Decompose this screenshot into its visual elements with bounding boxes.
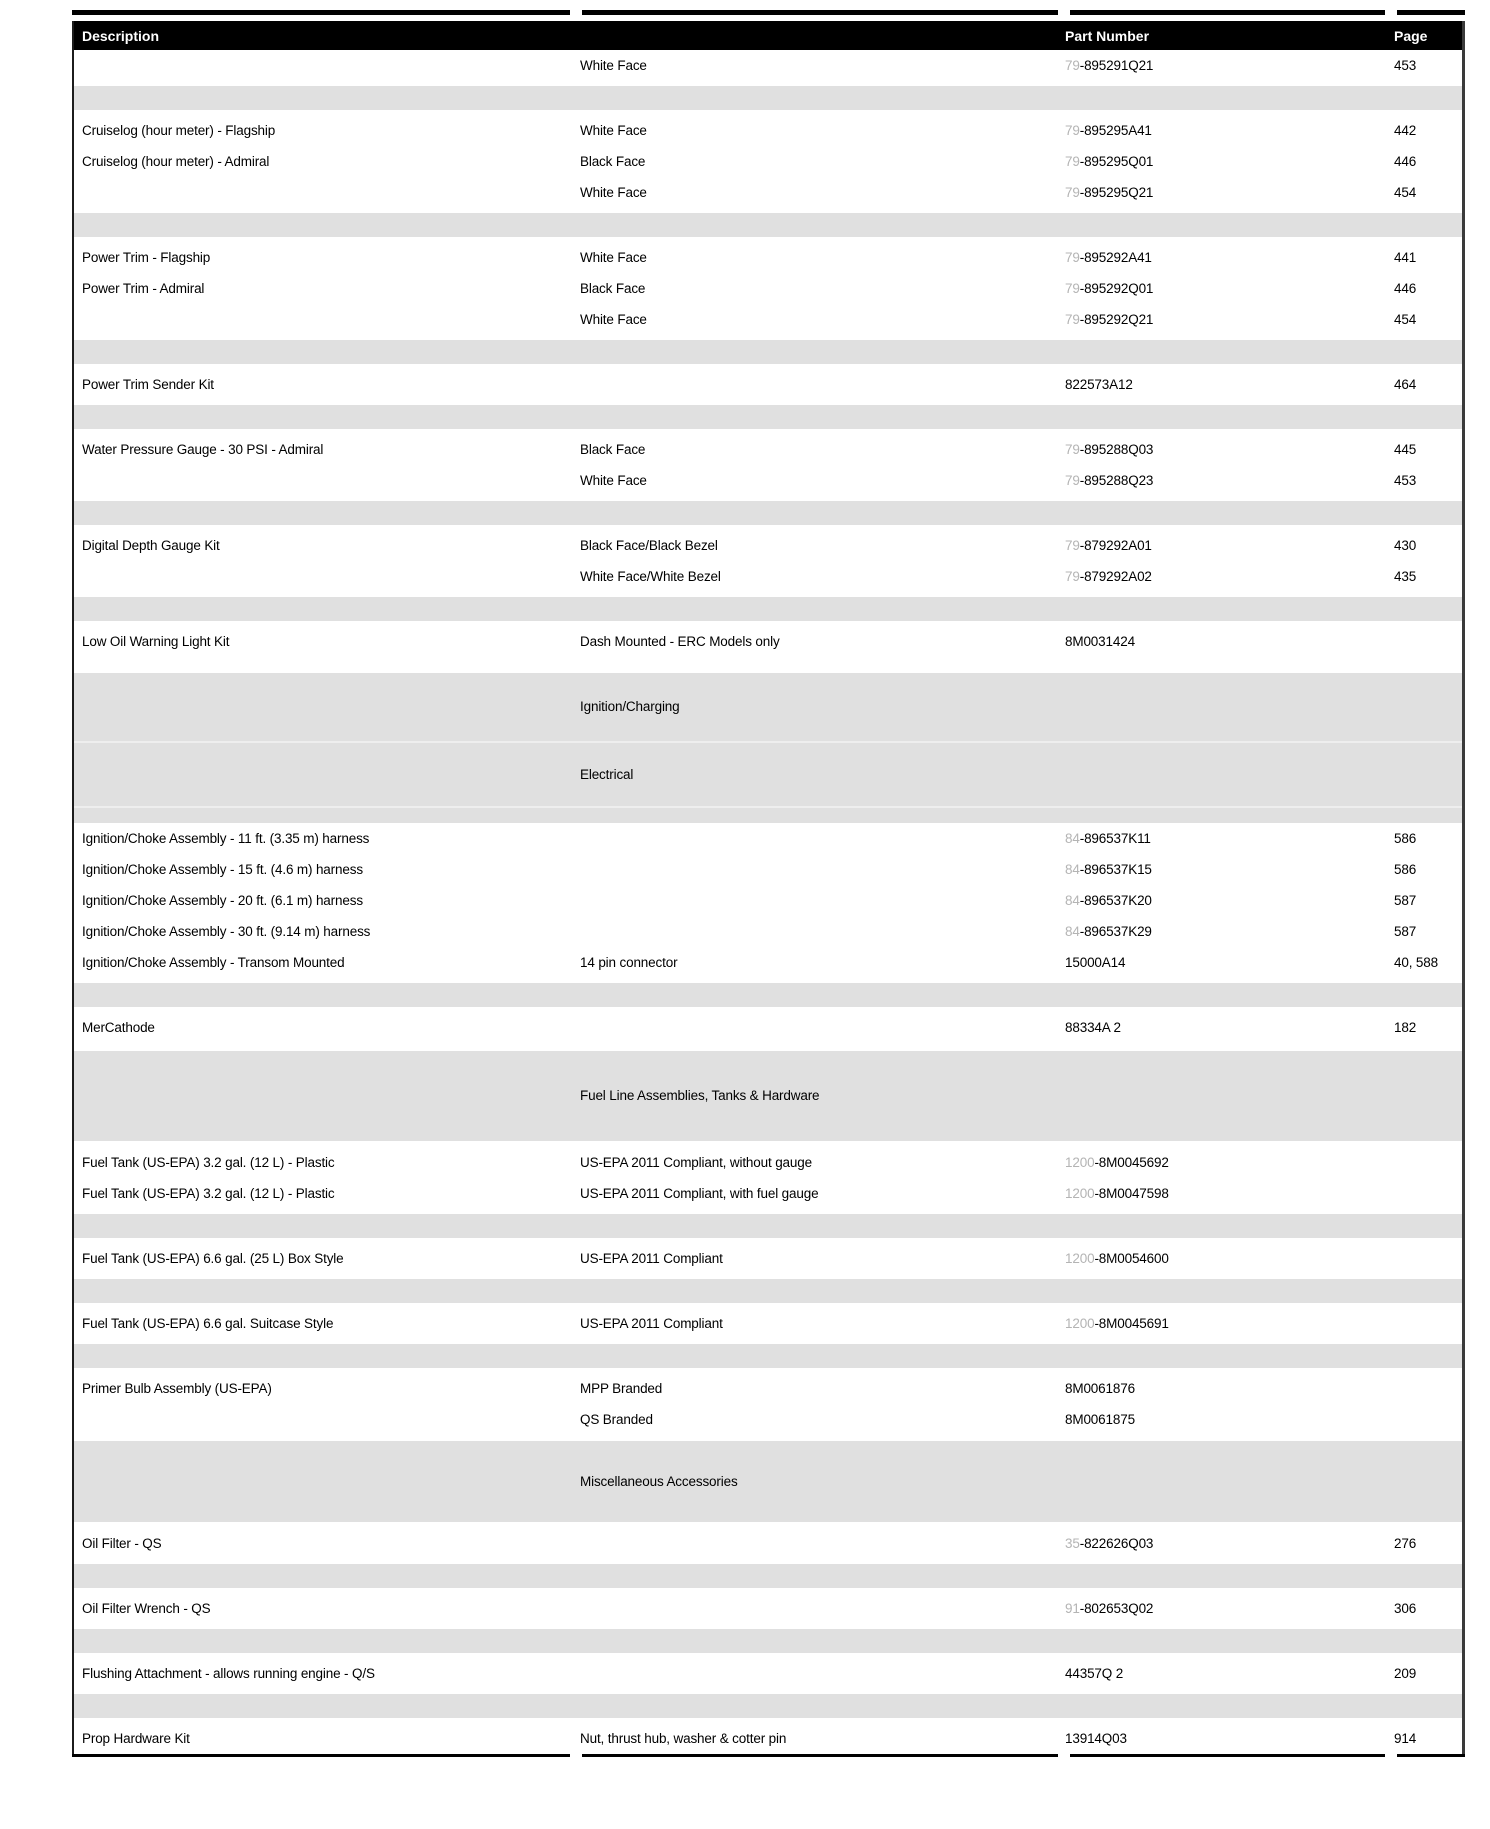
parts-catalog-table (72, 21, 1465, 1754)
description-cell: Water Pressure Gauge - 30 PSI - Admiral (82, 441, 324, 457)
table-row (74, 626, 1462, 657)
part-number-cell (1060, 570, 1387, 584)
part-number-cell (1060, 925, 1387, 939)
part-number-cell (1060, 1602, 1387, 1616)
description-cell: Ignition/Choke Assembly - Transom Mounted (82, 954, 345, 970)
page-cell: 586 (1394, 861, 1417, 877)
description-cell: Fuel Tank (US-EPA) 6.6 gal. (25 L) Box Style (82, 1250, 344, 1266)
variant-cell: Black Face (580, 153, 646, 169)
part-number-value: 44357Q 2 (1065, 1665, 1124, 1681)
description-cell: Prop Hardware Kit (82, 1730, 190, 1746)
part-number-prefix: 79 (1065, 472, 1080, 488)
description-cell: Fuel Tank (US-EPA) 3.2 gal. (12 L) - Plastic (82, 1154, 335, 1170)
parts-table-body (74, 50, 1462, 1754)
part-number-prefix: 79 (1065, 249, 1080, 265)
variant-cell: White Face (580, 57, 647, 73)
table-row (74, 1012, 1462, 1043)
description-cell: Ignition/Choke Assembly - 15 ft. (4.6 m) harness (82, 861, 363, 877)
section-title: Fuel Line Assemblies, Tanks & Hardware (580, 1088, 820, 1104)
table-row (74, 1243, 1462, 1274)
table-row (74, 1308, 1462, 1339)
part-number-cell (1060, 1021, 1387, 1035)
table-row (74, 273, 1462, 304)
part-number-prefix: 84 (1065, 892, 1080, 908)
part-number-value: 13914Q03 (1065, 1730, 1127, 1746)
page-cell: 454 (1394, 311, 1417, 327)
description-cell: Oil Filter - QS (82, 1535, 162, 1551)
page-cell: 40, 588 (1394, 954, 1438, 970)
page-cell: 276 (1394, 1535, 1417, 1551)
part-number-value: -822626Q03 (1079, 1535, 1154, 1551)
section-header-row (74, 1043, 1462, 1147)
spacer-row (74, 1689, 1462, 1723)
part-number-cell (1060, 1187, 1387, 1201)
section-header-row (74, 1435, 1462, 1528)
part-number-value: -895295Q01 (1079, 153, 1154, 169)
page-cell: 454 (1394, 184, 1417, 200)
table-row (74, 1373, 1462, 1404)
description-cell: Ignition/Choke Assembly - 20 ft. (6.1 m) harness (82, 892, 363, 908)
part-number-cell (1060, 894, 1387, 908)
part-number-cell (1060, 1537, 1387, 1551)
variant-cell: White Face (580, 311, 647, 327)
part-number-value: -896537K20 (1079, 892, 1152, 908)
variant-cell: MPP Branded (580, 1380, 663, 1396)
description-cell: Cruiselog (hour meter) - Flagship (82, 122, 276, 138)
part-number-cell (1060, 1732, 1387, 1746)
part-number-prefix: 84 (1065, 923, 1080, 939)
table-row (74, 530, 1462, 561)
page-cell: 430 (1394, 537, 1417, 553)
variant-cell: US-EPA 2011 Compliant (580, 1315, 723, 1331)
parts-catalog-sheet (72, 10, 1465, 1757)
spacer-row (74, 208, 1462, 242)
part-number-value: 15000A14 (1065, 954, 1126, 970)
table-row (74, 823, 1462, 854)
part-number-cell (1060, 124, 1387, 138)
variant-cell: White Face (580, 122, 647, 138)
header-part-number: Part Number (1065, 27, 1150, 44)
part-number-prefix: 79 (1065, 184, 1080, 200)
page-cell: 441 (1394, 249, 1417, 265)
variant-cell: Black Face (580, 280, 646, 296)
part-number-cell (1060, 378, 1387, 392)
part-number-prefix: 84 (1065, 861, 1080, 877)
part-number-cell (1060, 863, 1387, 877)
spacer-row (74, 1624, 1462, 1658)
part-number-value: 88334A 2 (1065, 1019, 1121, 1035)
description-cell: Cruiselog (hour meter) - Admiral (82, 153, 270, 169)
page-cell: 446 (1394, 153, 1417, 169)
table-row (74, 1593, 1462, 1624)
description-cell: Oil Filter Wrench - QS (82, 1600, 211, 1616)
description-cell: Ignition/Choke Assembly - 11 ft. (3.35 m) harness (82, 830, 370, 846)
part-number-cell (1060, 186, 1387, 200)
part-number-value: -895291Q21 (1079, 57, 1154, 73)
part-number-prefix: 79 (1065, 441, 1080, 457)
variant-cell: US-EPA 2011 Compliant, with fuel gauge (580, 1185, 819, 1201)
description-cell: Power Trim - Admiral (82, 280, 205, 296)
part-number-prefix: 84 (1065, 830, 1080, 846)
description-cell: Power Trim - Flagship (82, 249, 211, 265)
part-number-cell (1060, 832, 1387, 846)
table-row (74, 369, 1462, 400)
part-number-cell (1060, 1667, 1387, 1681)
part-number-value: 8M0061876 (1065, 1380, 1135, 1396)
part-number-value: -895295A41 (1079, 122, 1152, 138)
page-cell: 586 (1394, 830, 1417, 846)
spacer-row (74, 1274, 1462, 1308)
page-cell: 587 (1394, 892, 1417, 908)
part-number-cell (1060, 155, 1387, 169)
part-number-cell (1060, 635, 1387, 649)
page-cell: 306 (1394, 1600, 1417, 1616)
table-row (74, 465, 1462, 496)
table-row (74, 1404, 1462, 1435)
page-cell: 446 (1394, 280, 1417, 296)
part-number-value: -896537K29 (1079, 923, 1152, 939)
variant-cell: White Face (580, 249, 647, 265)
page-cell: 587 (1394, 923, 1417, 939)
part-number-value: -895288Q03 (1079, 441, 1154, 457)
part-number-prefix: 1200 (1065, 1315, 1095, 1331)
part-number-prefix: 79 (1065, 311, 1080, 327)
part-number-value: -879292A02 (1079, 568, 1152, 584)
table-row (74, 177, 1462, 208)
section-header-row (74, 657, 1462, 741)
header-description: Description (82, 27, 160, 44)
table-header-row (74, 21, 1462, 50)
part-number-value: -879292A01 (1079, 537, 1152, 553)
table-row (74, 854, 1462, 885)
part-number-cell (1060, 474, 1387, 488)
spacer-row (74, 1209, 1462, 1243)
part-number-value: -802653Q02 (1079, 1600, 1154, 1616)
description-cell: Low Oil Warning Light Kit (82, 633, 230, 649)
part-number-prefix: 79 (1065, 57, 1080, 73)
table-row (74, 115, 1462, 146)
spacer-row (74, 400, 1462, 434)
table-row (74, 434, 1462, 465)
table-row (74, 1147, 1462, 1178)
part-number-cell (1060, 59, 1387, 73)
header-page: Page (1394, 27, 1428, 44)
table-row (74, 1658, 1462, 1689)
page-cell: 435 (1394, 568, 1417, 584)
part-number-value: -896537K15 (1079, 861, 1152, 877)
description-cell: Fuel Tank (US-EPA) 6.6 gal. Suitcase Style (82, 1315, 334, 1331)
variant-cell: US-EPA 2011 Compliant (580, 1250, 723, 1266)
spacer-row (74, 978, 1462, 1012)
variant-cell: White Face (580, 472, 647, 488)
table-row (74, 1178, 1462, 1209)
part-number-value: 8M0031424 (1065, 633, 1135, 649)
part-number-cell (1060, 1156, 1387, 1170)
part-number-value: -895292Q01 (1079, 280, 1154, 296)
table-row (74, 242, 1462, 273)
variant-cell: White Face (580, 184, 647, 200)
page-cell: 445 (1394, 441, 1417, 457)
part-number-cell (1060, 282, 1387, 296)
description-cell: Flushing Attachment - allows running engine - Q/S (82, 1665, 375, 1681)
table-bottom-border (72, 1754, 1465, 1757)
section-title: Miscellaneous Accessories (580, 1473, 738, 1489)
part-number-value: -895292A41 (1079, 249, 1152, 265)
variant-cell: QS Branded (580, 1411, 653, 1427)
page-cell: 182 (1394, 1019, 1417, 1035)
part-number-prefix: 1200 (1065, 1185, 1095, 1201)
part-number-value: -8M0045691 (1094, 1315, 1169, 1331)
table-row (74, 885, 1462, 916)
spacer-row (74, 335, 1462, 369)
page-cell: 453 (1394, 57, 1417, 73)
table-row (74, 561, 1462, 592)
spacer-row (74, 592, 1462, 626)
part-number-prefix: 79 (1065, 537, 1080, 553)
page-cell: 914 (1394, 1730, 1417, 1746)
part-number-prefix: 1200 (1065, 1250, 1095, 1266)
part-number-value: -895295Q21 (1079, 184, 1154, 200)
part-number-prefix: 79 (1065, 568, 1080, 584)
part-number-cell (1060, 251, 1387, 265)
description-cell: Fuel Tank (US-EPA) 3.2 gal. (12 L) - Plastic (82, 1185, 335, 1201)
description-cell: Ignition/Choke Assembly - 30 ft. (9.14 m) harness (82, 923, 371, 939)
description-cell: Digital Depth Gauge Kit (82, 537, 220, 553)
part-number-prefix: 79 (1065, 153, 1080, 169)
page-cell: 209 (1394, 1665, 1417, 1681)
part-number-prefix: 79 (1065, 122, 1080, 138)
description-cell: Power Trim Sender Kit (82, 376, 214, 392)
variant-cell: Dash Mounted - ERC Models only (580, 633, 780, 649)
table-row (74, 304, 1462, 335)
part-number-cell (1060, 1252, 1387, 1266)
part-number-prefix: 1200 (1065, 1154, 1095, 1170)
part-number-prefix: 35 (1065, 1535, 1080, 1551)
part-number-cell (1060, 1413, 1387, 1427)
variant-cell: White Face/White Bezel (580, 568, 721, 584)
table-row (74, 916, 1462, 947)
spacer-row (74, 496, 1462, 530)
part-number-value: -8M0054600 (1094, 1250, 1169, 1266)
page-cell: 442 (1394, 122, 1417, 138)
variant-cell: 14 pin connector (580, 954, 678, 970)
section-title: Ignition/Charging (580, 699, 680, 715)
variant-cell: Black Face (580, 441, 646, 457)
table-row (74, 1723, 1462, 1754)
table-row (74, 50, 1462, 81)
page-cell: 453 (1394, 472, 1417, 488)
part-number-value: 8M0061875 (1065, 1411, 1135, 1427)
part-number-prefix: 91 (1065, 1600, 1080, 1616)
spacer-row (74, 1339, 1462, 1373)
part-number-prefix: 79 (1065, 280, 1080, 296)
variant-cell: Black Face/Black Bezel (580, 537, 718, 553)
spacer-row (74, 1559, 1462, 1593)
part-number-cell (1060, 1382, 1387, 1396)
spacer-row (74, 81, 1462, 115)
part-number-value: -895292Q21 (1079, 311, 1154, 327)
part-number-value: -8M0047598 (1094, 1185, 1169, 1201)
part-number-value: -895288Q23 (1079, 472, 1154, 488)
description-cell: Primer Bulb Assembly (US-EPA) (82, 1380, 272, 1396)
part-number-value: -896537K11 (1079, 830, 1151, 846)
part-number-cell (1060, 956, 1387, 970)
section-gap-row (74, 806, 1462, 823)
description-cell: MerCathode (82, 1019, 155, 1035)
table-row (74, 146, 1462, 177)
part-number-value: -8M0045692 (1094, 1154, 1169, 1170)
table-row (74, 947, 1462, 978)
page-cell: 464 (1394, 376, 1417, 392)
section-title: Electrical (580, 766, 634, 782)
variant-cell: Nut, thrust hub, washer & cotter pin (580, 1730, 787, 1746)
part-number-cell (1060, 443, 1387, 457)
part-number-cell (1060, 539, 1387, 553)
part-number-cell (1060, 1317, 1387, 1331)
section-header-row (74, 741, 1462, 806)
variant-cell: US-EPA 2011 Compliant, without gauge (580, 1154, 812, 1170)
part-number-value: 822573A12 (1065, 376, 1133, 392)
part-number-cell (1060, 313, 1387, 327)
table-row (74, 1528, 1462, 1559)
